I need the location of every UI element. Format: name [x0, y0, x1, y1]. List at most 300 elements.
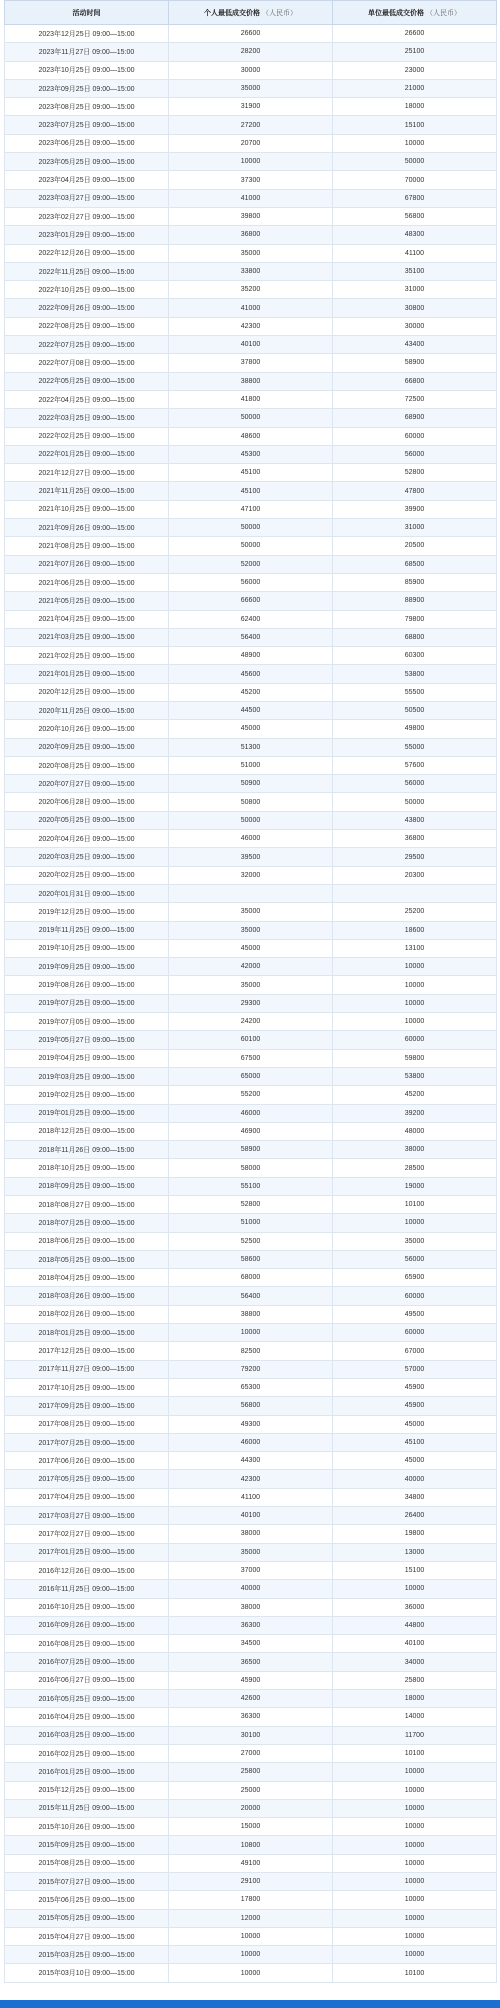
- cell-date: 2023年01月29日 09:00—15:00: [5, 226, 169, 244]
- table-row: [5, 1141, 497, 1159]
- cell-personal-price: 58900: [169, 1141, 333, 1159]
- table-row: [5, 299, 497, 317]
- cell-personal-price: 51300: [169, 738, 333, 756]
- cell-company-price: 85900: [333, 573, 497, 591]
- table-row: [5, 43, 497, 61]
- table-row: [5, 1086, 497, 1104]
- cell-company-price: 35100: [333, 262, 497, 280]
- cell-company-price: 10000: [333, 1013, 497, 1031]
- cell-date: 2017年02月27日 09:00—15:00: [5, 1525, 169, 1543]
- cell-personal-price: 35000: [169, 921, 333, 939]
- cell-date: 2019年12月25日 09:00—15:00: [5, 903, 169, 921]
- cell-date: 2018年09月25日 09:00—15:00: [5, 1177, 169, 1195]
- cell-personal-price: 34500: [169, 1635, 333, 1653]
- cell-company-price: 43400: [333, 336, 497, 354]
- table-row: [5, 79, 497, 97]
- cell-company-price: 44800: [333, 1616, 497, 1634]
- cell-company-price: 48000: [333, 1122, 497, 1140]
- table-row: [5, 1891, 497, 1909]
- table-row: [5, 1287, 497, 1305]
- cell-date: 2022年05月25日 09:00—15:00: [5, 372, 169, 390]
- cell-personal-price: 36300: [169, 1708, 333, 1726]
- cell-date: 2020年04月26日 09:00—15:00: [5, 830, 169, 848]
- cell-date: 2020年08月25日 09:00—15:00: [5, 756, 169, 774]
- cell-personal-price: 49300: [169, 1415, 333, 1433]
- cell-company-price: 10100: [333, 1744, 497, 1762]
- cell-company-price: 20300: [333, 866, 497, 884]
- cell-personal-price: 50900: [169, 775, 333, 793]
- cell-company-price: 10000: [333, 1836, 497, 1854]
- cell-personal-price: 55100: [169, 1177, 333, 1195]
- table-row: [5, 701, 497, 719]
- table-row: [5, 482, 497, 500]
- cell-date: 2020年11月25日 09:00—15:00: [5, 701, 169, 719]
- cell-company-price: 26600: [333, 25, 497, 43]
- cell-personal-price: 52000: [169, 555, 333, 573]
- cell-company-price: 72500: [333, 390, 497, 408]
- cell-personal-price: 42600: [169, 1690, 333, 1708]
- cell-date: 2020年12月25日 09:00—15:00: [5, 683, 169, 701]
- cell-company-price: 60000: [333, 427, 497, 445]
- cell-date: 2022年02月25日 09:00—15:00: [5, 427, 169, 445]
- table-row: [5, 409, 497, 427]
- cell-personal-price: 45200: [169, 683, 333, 701]
- cell-date: 2016年01月25日 09:00—15:00: [5, 1763, 169, 1781]
- cell-company-price: 45200: [333, 1086, 497, 1104]
- table-row: [5, 1909, 497, 1927]
- cell-personal-price: 37000: [169, 1561, 333, 1579]
- cell-company-price: 68800: [333, 628, 497, 646]
- table-row: [5, 1616, 497, 1634]
- cell-date: 2019年07月25日 09:00—15:00: [5, 994, 169, 1012]
- cell-date: 2019年04月25日 09:00—15:00: [5, 1049, 169, 1067]
- cell-company-price: 10000: [333, 1818, 497, 1836]
- cell-personal-price: 10000: [169, 1324, 333, 1342]
- cell-personal-price: 50000: [169, 409, 333, 427]
- cell-personal-price: 60100: [169, 1031, 333, 1049]
- table-row: [5, 1305, 497, 1323]
- table-row: [5, 1342, 497, 1360]
- cell-date: 2022年01月25日 09:00—15:00: [5, 445, 169, 463]
- cell-date: 2023年04月25日 09:00—15:00: [5, 171, 169, 189]
- cell-personal-price: 30000: [169, 61, 333, 79]
- cell-personal-price: 58000: [169, 1159, 333, 1177]
- cell-company-price: 60000: [333, 1031, 497, 1049]
- table-row: [5, 994, 497, 1012]
- cell-company-price: 50500: [333, 701, 497, 719]
- cell-company-price: 25100: [333, 43, 497, 61]
- cell-company-price: 11700: [333, 1726, 497, 1744]
- cell-date: 2020年02月25日 09:00—15:00: [5, 866, 169, 884]
- cell-company-price: 49800: [333, 720, 497, 738]
- cell-company-price: 49500: [333, 1305, 497, 1323]
- table-row: [5, 427, 497, 445]
- table-row: [5, 1854, 497, 1872]
- cell-personal-price: 40000: [169, 1580, 333, 1598]
- cell-date: 2021年05月25日 09:00—15:00: [5, 592, 169, 610]
- cell-company-price: 10000: [333, 1909, 497, 1927]
- cell-personal-price: 38800: [169, 1305, 333, 1323]
- cell-date: 2022年11月25日 09:00—15:00: [5, 262, 169, 280]
- table-row: [5, 1196, 497, 1214]
- cell-company-price: 25200: [333, 903, 497, 921]
- cell-company-price: 10000: [333, 994, 497, 1012]
- cell-date: 2017年11月27日 09:00—15:00: [5, 1360, 169, 1378]
- cell-company-price: 68900: [333, 409, 497, 427]
- cell-date: 2016年10月25日 09:00—15:00: [5, 1598, 169, 1616]
- cell-personal-price: 62400: [169, 610, 333, 628]
- cell-date: 2015年08月25日 09:00—15:00: [5, 1854, 169, 1872]
- cell-company-price: 57600: [333, 756, 497, 774]
- cell-company-price: 29500: [333, 848, 497, 866]
- cell-company-price: 28500: [333, 1159, 497, 1177]
- table-row: [5, 189, 497, 207]
- cell-company-price: 56000: [333, 445, 497, 463]
- cell-date: 2018年05月25日 09:00—15:00: [5, 1250, 169, 1268]
- cell-date: 2016年03月25日 09:00—15:00: [5, 1726, 169, 1744]
- cell-company-price: 18000: [333, 98, 497, 116]
- cell-date: 2018年03月26日 09:00—15:00: [5, 1287, 169, 1305]
- cell-date: 2021年03月25日 09:00—15:00: [5, 628, 169, 646]
- cell-personal-price: 33800: [169, 262, 333, 280]
- cell-date: 2017年01月25日 09:00—15:00: [5, 1543, 169, 1561]
- cell-personal-price: 36300: [169, 1616, 333, 1634]
- cell-date: 2022年12月26日 09:00—15:00: [5, 244, 169, 262]
- cell-personal-price: 24200: [169, 1013, 333, 1031]
- table-row: [5, 1452, 497, 1470]
- table-row: [5, 1872, 497, 1890]
- cell-company-price: 88900: [333, 592, 497, 610]
- cell-date: 2019年07月05日 09:00—15:00: [5, 1013, 169, 1031]
- cell-company-price: 68500: [333, 555, 497, 573]
- cell-date: 2016年11月25日 09:00—15:00: [5, 1580, 169, 1598]
- cell-date: 2021年08月25日 09:00—15:00: [5, 537, 169, 555]
- cell-date: 2022年07月25日 09:00—15:00: [5, 336, 169, 354]
- table-row: [5, 500, 497, 518]
- cell-date: 2023年08月25日 09:00—15:00: [5, 98, 169, 116]
- cell-company-price: 10100: [333, 1964, 497, 1982]
- cell-personal-price: 20000: [169, 1799, 333, 1817]
- cell-personal-price: 36500: [169, 1653, 333, 1671]
- cell-personal-price: [169, 884, 333, 902]
- cell-date: 2021年07月26日 09:00—15:00: [5, 555, 169, 573]
- cell-personal-price: 42000: [169, 958, 333, 976]
- table-row: [5, 1763, 497, 1781]
- cell-company-price: 10000: [333, 1946, 497, 1964]
- cell-date: 2015年04月27日 09:00—15:00: [5, 1927, 169, 1945]
- cell-company-price: 40000: [333, 1470, 497, 1488]
- cell-date: 2021年11月25日 09:00—15:00: [5, 482, 169, 500]
- table-row: [5, 464, 497, 482]
- cell-personal-price: 35000: [169, 903, 333, 921]
- cell-date: 2021年04月25日 09:00—15:00: [5, 610, 169, 628]
- table-row: [5, 244, 497, 262]
- table-row: [5, 756, 497, 774]
- cell-date: 2017年09月25日 09:00—15:00: [5, 1397, 169, 1415]
- cell-company-price: 30800: [333, 299, 497, 317]
- table-row: [5, 25, 497, 43]
- table-row: [5, 665, 497, 683]
- cell-personal-price: 38000: [169, 1598, 333, 1616]
- cell-personal-price: 35000: [169, 976, 333, 994]
- cell-personal-price: 56400: [169, 1287, 333, 1305]
- table-row: [5, 1671, 497, 1689]
- cell-company-price: 10000: [333, 958, 497, 976]
- cell-date: 2017年10月25日 09:00—15:00: [5, 1378, 169, 1396]
- cell-date: 2015年09月25日 09:00—15:00: [5, 1836, 169, 1854]
- header-company-price: [333, 1, 497, 25]
- cell-date: 2022年08月25日 09:00—15:00: [5, 317, 169, 335]
- cell-date: 2016年12月26日 09:00—15:00: [5, 1561, 169, 1579]
- cell-company-price: 55000: [333, 738, 497, 756]
- cell-personal-price: 49100: [169, 1854, 333, 1872]
- table-row: [5, 848, 497, 866]
- table-row: [5, 811, 497, 829]
- cell-company-price: 15100: [333, 116, 497, 134]
- table-row: [5, 1049, 497, 1067]
- table-body: [5, 25, 497, 1983]
- table-row: [5, 153, 497, 171]
- cell-date: 2017年12月25日 09:00—15:00: [5, 1342, 169, 1360]
- cell-date: 2015年10月26日 09:00—15:00: [5, 1818, 169, 1836]
- cell-date: 2017年03月27日 09:00—15:00: [5, 1507, 169, 1525]
- cell-company-price: 31000: [333, 519, 497, 537]
- table-row: [5, 226, 497, 244]
- cell-date: 2017年08月25日 09:00—15:00: [5, 1415, 169, 1433]
- table-row: [5, 1013, 497, 1031]
- cell-date: 2016年04月25日 09:00—15:00: [5, 1708, 169, 1726]
- cell-personal-price: 27200: [169, 116, 333, 134]
- table-row: [5, 976, 497, 994]
- cell-personal-price: 12000: [169, 1909, 333, 1927]
- cell-personal-price: 45900: [169, 1671, 333, 1689]
- cell-personal-price: 50800: [169, 793, 333, 811]
- table-row: [5, 1067, 497, 1085]
- cell-date: 2015年05月25日 09:00—15:00: [5, 1909, 169, 1927]
- cell-personal-price: 38800: [169, 372, 333, 390]
- cell-personal-price: 46000: [169, 1104, 333, 1122]
- cell-personal-price: 56800: [169, 1397, 333, 1415]
- auction-results-table: [4, 0, 497, 1983]
- cell-personal-price: 26600: [169, 25, 333, 43]
- cell-company-price: 13000: [333, 1543, 497, 1561]
- table-header: [5, 1, 497, 25]
- cell-company-price: 45100: [333, 1433, 497, 1451]
- cell-company-price: [333, 884, 497, 902]
- cell-company-price: 70000: [333, 171, 497, 189]
- cell-company-price: 45000: [333, 1452, 497, 1470]
- table-row: [5, 445, 497, 463]
- cell-date: 2016年08月25日 09:00—15:00: [5, 1635, 169, 1653]
- header-date: [5, 1, 169, 25]
- cell-date: 2015年07月27日 09:00—15:00: [5, 1872, 169, 1890]
- table-row: [5, 1580, 497, 1598]
- table-row: [5, 610, 497, 628]
- cell-personal-price: 30100: [169, 1726, 333, 1744]
- table-row: [5, 1415, 497, 1433]
- cell-company-price: 60000: [333, 1287, 497, 1305]
- cell-personal-price: 45600: [169, 665, 333, 683]
- cell-date: 2021年01月25日 09:00—15:00: [5, 665, 169, 683]
- cell-personal-price: 10000: [169, 1927, 333, 1945]
- cell-personal-price: 45000: [169, 939, 333, 957]
- cell-personal-price: 51000: [169, 756, 333, 774]
- cell-personal-price: 38000: [169, 1525, 333, 1543]
- cell-date: 2017年07月25日 09:00—15:00: [5, 1433, 169, 1451]
- cell-company-price: 31000: [333, 281, 497, 299]
- cell-date: 2018年07月25日 09:00—15:00: [5, 1214, 169, 1232]
- cell-date: 2020年01月31日 09:00—15:00: [5, 884, 169, 902]
- table-row: [5, 592, 497, 610]
- table-row: [5, 793, 497, 811]
- cell-date: 2019年08月26日 09:00—15:00: [5, 976, 169, 994]
- table-row: [5, 1708, 497, 1726]
- cell-company-price: 30000: [333, 317, 497, 335]
- cell-personal-price: 41800: [169, 390, 333, 408]
- table-row: [5, 1635, 497, 1653]
- cell-company-price: 39900: [333, 500, 497, 518]
- cell-date: 2017年06月26日 09:00—15:00: [5, 1452, 169, 1470]
- table-row: [5, 372, 497, 390]
- cell-company-price: 10000: [333, 1927, 497, 1945]
- header-row: [5, 1, 497, 25]
- cell-company-price: 57000: [333, 1360, 497, 1378]
- cell-personal-price: 50000: [169, 811, 333, 829]
- cell-company-price: 14000: [333, 1708, 497, 1726]
- cell-company-price: 50000: [333, 793, 497, 811]
- cell-personal-price: 50000: [169, 519, 333, 537]
- auction-results-table-wrapper: [4, 0, 496, 1983]
- cell-date: 2017年04月25日 09:00—15:00: [5, 1488, 169, 1506]
- header-personal-price: [169, 1, 333, 25]
- cell-company-price: 18600: [333, 921, 497, 939]
- cell-personal-price: 42300: [169, 317, 333, 335]
- cell-company-price: 20500: [333, 537, 497, 555]
- table-row: [5, 1927, 497, 1945]
- table-row: [5, 647, 497, 665]
- cell-company-price: 47800: [333, 482, 497, 500]
- cell-date: 2022年07月08日 09:00—15:00: [5, 354, 169, 372]
- cell-personal-price: 32000: [169, 866, 333, 884]
- cell-personal-price: 45300: [169, 445, 333, 463]
- table-row: [5, 1397, 497, 1415]
- table-row: [5, 1470, 497, 1488]
- cell-date: 2020年07月27日 09:00—15:00: [5, 775, 169, 793]
- cell-date: 2019年09月25日 09:00—15:00: [5, 958, 169, 976]
- cell-company-price: 10000: [333, 1214, 497, 1232]
- header-personal-unit: （人民币）: [262, 9, 297, 17]
- cell-company-price: 10000: [333, 1781, 497, 1799]
- header-personal-label: 个人最低成交价格: [204, 9, 260, 17]
- table-row: [5, 1269, 497, 1287]
- table-row: [5, 1232, 497, 1250]
- cell-company-price: 39200: [333, 1104, 497, 1122]
- cell-company-price: 59800: [333, 1049, 497, 1067]
- cell-date: 2016年02月25日 09:00—15:00: [5, 1744, 169, 1762]
- cell-personal-price: 47100: [169, 500, 333, 518]
- table-row: [5, 1561, 497, 1579]
- table-row: [5, 1214, 497, 1232]
- cell-personal-price: 31900: [169, 98, 333, 116]
- cell-company-price: 25800: [333, 1671, 497, 1689]
- table-row: [5, 1031, 497, 1049]
- cell-date: 2023年10月25日 09:00—15:00: [5, 61, 169, 79]
- cell-personal-price: 28200: [169, 43, 333, 61]
- cell-personal-price: 40100: [169, 336, 333, 354]
- cell-personal-price: 82500: [169, 1342, 333, 1360]
- cell-company-price: 10000: [333, 976, 497, 994]
- table-row: [5, 281, 497, 299]
- cell-date: 2016年09月26日 09:00—15:00: [5, 1616, 169, 1634]
- cell-company-price: 21000: [333, 79, 497, 97]
- cell-personal-price: 42300: [169, 1470, 333, 1488]
- table-row: [5, 537, 497, 555]
- cell-personal-price: 27000: [169, 1744, 333, 1762]
- cell-date: 2016年05月25日 09:00—15:00: [5, 1690, 169, 1708]
- cell-personal-price: 56400: [169, 628, 333, 646]
- cell-company-price: 10000: [333, 1891, 497, 1909]
- cell-personal-price: 41000: [169, 189, 333, 207]
- cell-company-price: 26400: [333, 1507, 497, 1525]
- cell-company-price: 79800: [333, 610, 497, 628]
- cell-personal-price: 36800: [169, 226, 333, 244]
- cell-company-price: 19000: [333, 1177, 497, 1195]
- cell-personal-price: 15000: [169, 1818, 333, 1836]
- cell-date: 2018年04月25日 09:00—15:00: [5, 1269, 169, 1287]
- cell-personal-price: 44300: [169, 1452, 333, 1470]
- cell-personal-price: 52500: [169, 1232, 333, 1250]
- cell-date: 2020年03月25日 09:00—15:00: [5, 848, 169, 866]
- table-row: [5, 61, 497, 79]
- cell-date: 2021年10月25日 09:00—15:00: [5, 500, 169, 518]
- cell-company-price: 53800: [333, 1067, 497, 1085]
- cell-personal-price: 17800: [169, 1891, 333, 1909]
- table-row: [5, 1598, 497, 1616]
- cell-company-price: 34000: [333, 1653, 497, 1671]
- table-row: [5, 775, 497, 793]
- cell-date: 2020年05月25日 09:00—15:00: [5, 811, 169, 829]
- header-company-label: 单位最低成交价格: [368, 9, 424, 17]
- cell-date: 2019年03月25日 09:00—15:00: [5, 1067, 169, 1085]
- cell-company-price: 15100: [333, 1561, 497, 1579]
- cell-date: 2021年12月27日 09:00—15:00: [5, 464, 169, 482]
- table-row: [5, 903, 497, 921]
- cell-personal-price: 35000: [169, 244, 333, 262]
- cell-date: 2015年06月25日 09:00—15:00: [5, 1891, 169, 1909]
- table-row: [5, 1177, 497, 1195]
- cell-personal-price: 46000: [169, 830, 333, 848]
- table-row: [5, 958, 497, 976]
- table-row: [5, 683, 497, 701]
- table-row: [5, 1964, 497, 1982]
- table-row: [5, 830, 497, 848]
- cell-date: 2022年03月25日 09:00—15:00: [5, 409, 169, 427]
- cell-personal-price: 40100: [169, 1507, 333, 1525]
- cell-personal-price: 29300: [169, 994, 333, 1012]
- table-row: [5, 1507, 497, 1525]
- cell-date: 2018年01月25日 09:00—15:00: [5, 1324, 169, 1342]
- cell-personal-price: 51000: [169, 1214, 333, 1232]
- cell-personal-price: 35000: [169, 1543, 333, 1561]
- cell-date: 2018年02月26日 09:00—15:00: [5, 1305, 169, 1323]
- cell-company-price: 40100: [333, 1635, 497, 1653]
- cell-date: 2018年08月27日 09:00—15:00: [5, 1196, 169, 1214]
- footer-bar: [0, 2000, 500, 2008]
- cell-personal-price: 41000: [169, 299, 333, 317]
- table-row: [5, 390, 497, 408]
- cell-date: 2017年05月25日 09:00—15:00: [5, 1470, 169, 1488]
- table-row: [5, 207, 497, 225]
